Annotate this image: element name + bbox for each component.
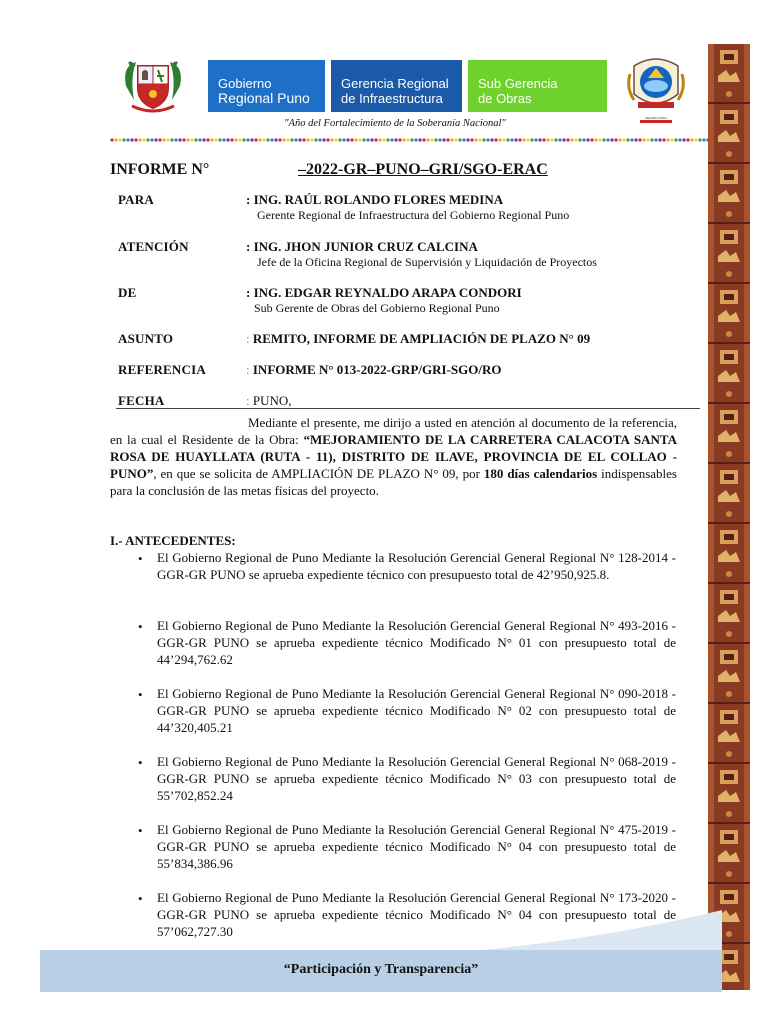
antecedentes-list: [138, 549, 676, 957]
bullet-icon: •: [138, 619, 143, 634]
bullet-icon: •: [138, 891, 143, 906]
list-item-text: El Gobierno Regional de Puno Mediante la Resolución Gerencial General Regional N° 128-2014 -GGR-GR PUNO se aprueba expediente técnico con presupuesto total de 42’950,925.8.: [157, 550, 676, 582]
logo1-line1: Gobierno: [218, 76, 272, 91]
days-count: 180 días calendarios: [483, 466, 598, 481]
body-paragraph: [110, 414, 677, 499]
title-code: –2022-GR–PUNO–GRI/SGO-ERAC: [298, 161, 548, 178]
list-item: [138, 685, 676, 753]
body-p3: indispensables para la conclusión de las metas físicas del proyecto.: [110, 466, 677, 498]
list-item-text: El Gobierno Regional de Puno Mediante la Resolución Gerencial General Regional N° 068-2019 -GGR-GR PUNO se aprueba expediente técnico Modificado N° 03 con presupuesto total de 55’702,852.24: [157, 754, 676, 803]
asunto-value: [246, 331, 590, 347]
list-item: [138, 821, 676, 889]
report-title: [110, 161, 590, 179]
logo3-line2: de Obras: [478, 91, 532, 106]
para-name: : ING. RAÚL ROLANDO FLORES MEDINA: [246, 192, 504, 207]
referencia-text: INFORME N° 013-2022-GRP/GRI-SGO/RO: [249, 362, 502, 377]
atencion-label: ATENCIÓN: [118, 239, 189, 254]
bullet-icon: •: [138, 755, 143, 770]
gobierno-regional-puno-logo: [208, 60, 325, 112]
list-item: [138, 617, 676, 685]
sub-gerencia-obras-logo: [468, 60, 607, 112]
project-name: “MEJORAMIENTO DE LA CARRETERA CALACOTA SANTA ROSA DE HUAYLLATA (RUTA - 11), DISTRITO DE ILAVE, PROVINCIA DE EL COLLAO - PUNO”: [110, 432, 678, 481]
referencia-value: [246, 362, 501, 378]
referencia-label: REFERENCIA: [118, 362, 206, 377]
referencia-colon: :: [246, 362, 250, 377]
para-label: PARA: [118, 192, 154, 207]
fecha-label: FECHA: [118, 393, 165, 408]
header-divider: [116, 408, 700, 409]
para-role: Gerente Regional de Infraestructura del Gobierno Regional Puno: [257, 208, 570, 222]
list-item-text: El Gobierno Regional de Puno Mediante la Resolución Gerencial General Regional N° 493-2016 -GGR-GR PUNO se aprueba expediente técnico Modificado N° 01 con presupuesto total de 44’294,762.62: [157, 618, 676, 667]
atencion-name: : ING. JHON JUNIOR CRUZ CALCINA: [246, 239, 478, 254]
decorative-textile-border: [708, 44, 750, 990]
bullet-icon: •: [138, 823, 143, 838]
emblem-flag-stripe: [640, 120, 672, 123]
logo2-line2: de Infraestructura: [341, 91, 443, 106]
peru-coat-of-arms-icon: [122, 56, 184, 114]
list-item-text: El Gobierno Regional de Puno Mediante la Resolución Gerencial General Regional N° 173-2020 -GGR-GR PUNO se aprueba expediente técnico Modificado N° 04 con presupuesto total de 57’062,727.30: [157, 890, 676, 939]
logo1-line2: Regional Puno: [218, 90, 310, 106]
region-puno-emblem-icon: [626, 54, 686, 116]
list-item: [138, 549, 676, 617]
logo3-line1: Sub Gerencia: [478, 76, 558, 91]
asunto-label: ASUNTO: [118, 331, 174, 346]
de-role: Sub Gerente de Obras del Gobierno Regional Puno: [254, 301, 500, 315]
national-motto: "Año del Fortalecimiento de la Soberanía Nacional": [284, 118, 506, 129]
footer-wave: [40, 910, 722, 952]
title-prefix: INFORME N°: [110, 161, 210, 178]
logo2-line1: Gerencia Regional: [341, 76, 449, 91]
body-p1: Mediante el presente, me dirijo a usted en atención al documento de la referencia, en la cual el Residente de la Obra:: [110, 415, 677, 447]
asunto-colon: :: [246, 331, 250, 346]
emblem-caption: REGIÓN PUNO: [645, 116, 667, 120]
antecedentes-heading: I.- ANTECEDENTES:: [110, 533, 236, 548]
asunto-text: REMITO, INFORME DE AMPLIACIÓN DE PLAZO N° 09: [249, 331, 591, 346]
fecha-colon: :: [246, 393, 250, 408]
de-name: : ING. EDGAR REYNALDO ARAPA CONDORI: [246, 285, 522, 300]
fecha-text: PUNO,: [249, 393, 292, 408]
footer-slogan: “Participación y Transparencia”: [283, 962, 479, 977]
fecha-value: [246, 393, 292, 409]
bullet-icon: •: [138, 687, 143, 702]
colored-divider: [110, 137, 710, 143]
atencion-role: Jefe de la Oficina Regional de Supervisión y Liquidación de Proyectos: [257, 255, 597, 269]
gerencia-infraestructura-logo: [331, 60, 462, 112]
body-p2: , en que se solicita de AMPLIACIÓN DE PLAZO N° 09, por: [153, 466, 484, 481]
bullet-icon: •: [138, 551, 143, 566]
list-item-text: El Gobierno Regional de Puno Mediante la Resolución Gerencial General Regional N° 475-2019 -GGR-GR PUNO se aprueba expediente técnico Modificado N° 04 con presupuesto total de 55’834,386.96: [157, 822, 676, 871]
de-label: DE: [118, 285, 137, 300]
list-item: [138, 753, 676, 821]
list-item-text: El Gobierno Regional de Puno Mediante la Resolución Gerencial General Regional N° 090-2018 -GGR-GR PUNO se aprueba expediente técnico Modificado N° 02 con presupuesto total de 44’320,405.21: [157, 686, 676, 735]
